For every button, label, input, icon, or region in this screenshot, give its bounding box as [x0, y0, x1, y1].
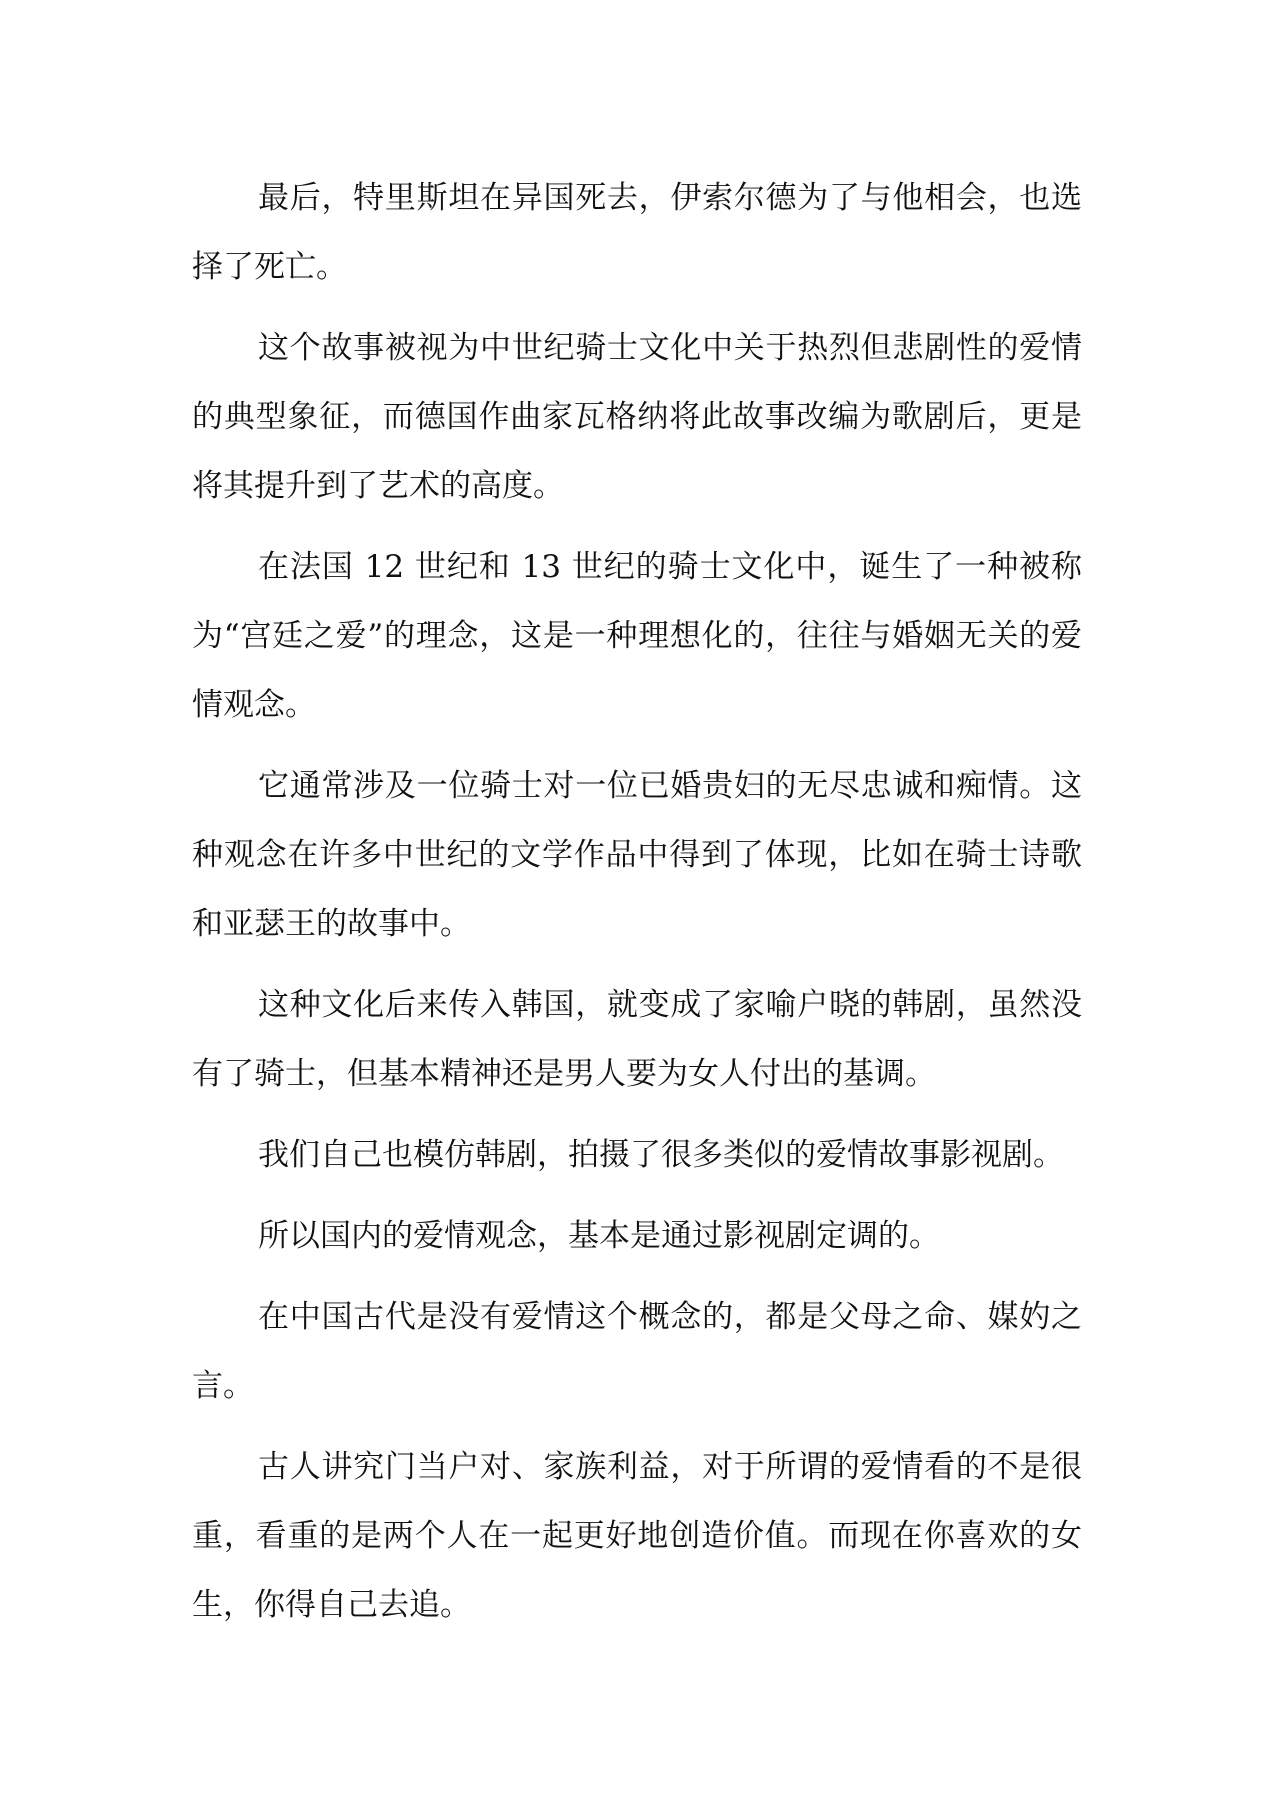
document-body: [192, 164, 1082, 1652]
paragraph-8: 在中国古代是没有爱情这个概念的，都是父母之命、媒妁之言。: [192, 1299, 1082, 1404]
paragraph-7: 所以国内的爱情观念，基本是通过影视剧定调的。: [258, 1218, 940, 1254]
paragraph-3: 在法国 12 世纪和 13 世纪的骑士文化中，诞生了一种被称为“宫廷之爱”的理念，这是一种理想化的，往往与婚姻无关的爱情观念。: [192, 549, 1082, 723]
paragraph-2: 这个故事被视为中世纪骑士文化中关于热烈但悲剧性的爱情的典型象征，而德国作曲家瓦格纳将此故事改编为歌剧后，更是将其提升到了艺术的高度。: [192, 330, 1082, 504]
paragraph-1: 最后，特里斯坦在异国死去，伊索尔德为了与他相会，也选择了死亡。: [192, 180, 1082, 285]
paragraph-4: 它通常涉及一位骑士对一位已婚贵妇的无尽忠诚和痴情。这种观念在许多中世纪的文学作品中得到了体现，比如在骑士诗歌和亚瑟王的故事中。: [192, 768, 1082, 942]
paragraph-9: 古人讲究门当户对、家族利益，对于所谓的爱情看的不是很重，看重的是两个人在一起更好地创造价值。而现在你喜欢的女生，你得自己去追。: [192, 1449, 1082, 1623]
paragraph-6: 我们自己也模仿韩剧，拍摄了很多类似的爱情故事影视剧。: [258, 1137, 1064, 1173]
paragraph-5: 这种文化后来传入韩国，就变成了家喻户晓的韩剧，虽然没有了骑士，但基本精神还是男人要为女人付出的基调。: [192, 987, 1082, 1092]
